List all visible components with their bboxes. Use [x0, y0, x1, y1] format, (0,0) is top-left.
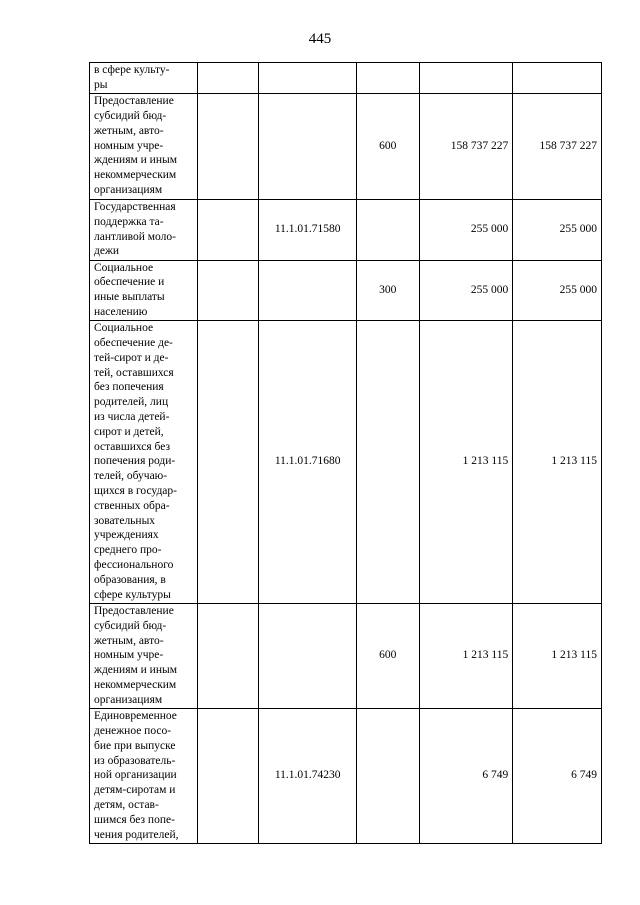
amount-2: 255 000 [513, 199, 602, 260]
expense-type [357, 320, 419, 603]
row-name: Социальное обеспечение де- тей-сирот и де- тей, оставшихся без попечения родителей, лиц из числа детей- сирот и детей, оставшихся без попечения роди- телей, обучаю- щихся в государ- ственных обра- зовательных учреждениях среднего про- фессионального образования, в сфере культуры [94, 322, 177, 601]
row-name: Государственная поддержка та- лантливой моло- дежи [94, 201, 176, 258]
amount-1: 6 749 [419, 708, 513, 843]
amount-1: 158 737 227 [419, 93, 513, 199]
target-code [259, 603, 357, 708]
expense-type: 600 [357, 603, 419, 708]
empty-cell [197, 93, 258, 199]
expense-type [357, 199, 419, 260]
amount-1: 1 213 115 [419, 320, 513, 603]
amount-2: 6 749 [513, 708, 602, 843]
table-row [90, 93, 602, 199]
table-row [90, 603, 602, 708]
expense-type [357, 63, 419, 94]
empty-cell [197, 603, 258, 708]
amount-2: 1 213 115 [513, 320, 602, 603]
empty-cell [197, 320, 258, 603]
empty-cell [197, 63, 258, 94]
row-name: Предоставление субсидий бюд- жетным, авто- номным учре- ждениям и иным некоммерческим организациям [94, 95, 177, 197]
expense-type: 300 [357, 260, 419, 320]
empty-cell [197, 708, 258, 843]
empty-cell [197, 199, 258, 260]
table-row [90, 320, 602, 603]
row-name: Предоставление субсидий бюд- жетным, авто- номным учре- ждениям и иным некоммерческим организациям [94, 604, 177, 706]
amount-1: 1 213 115 [419, 603, 513, 708]
budget-table [89, 62, 602, 844]
amount-1 [419, 63, 513, 94]
amount-2: 158 737 227 [513, 93, 602, 199]
table-row [90, 708, 602, 843]
row-name: Единовременное денежное посо- бие при выпуске из образователь- ной организации детям-сиротам и детям, остав- шимся без попе- чения родителей, [94, 710, 179, 841]
table-row [90, 199, 602, 260]
empty-cell [197, 260, 258, 320]
amount-1: 255 000 [419, 260, 513, 320]
amount-2: 255 000 [513, 260, 602, 320]
target-code: 11.1.01.74230 [259, 708, 357, 843]
table-row [90, 63, 602, 94]
target-code: 11.1.01.71580 [259, 199, 357, 260]
amount-2: 1 213 115 [513, 603, 602, 708]
target-code [259, 260, 357, 320]
target-code: 11.1.01.71680 [259, 320, 357, 603]
page-number: 445 [308, 31, 332, 47]
amount-2 [513, 63, 602, 94]
table-row [90, 260, 602, 320]
expense-type [357, 708, 419, 843]
target-code [259, 93, 357, 199]
target-code [259, 63, 357, 94]
expense-type: 600 [357, 93, 419, 199]
row-name: Социальное обеспечение и иные выплаты населению [94, 261, 165, 318]
amount-1: 255 000 [419, 199, 513, 260]
row-name: в сфере культу- ры [94, 64, 170, 91]
